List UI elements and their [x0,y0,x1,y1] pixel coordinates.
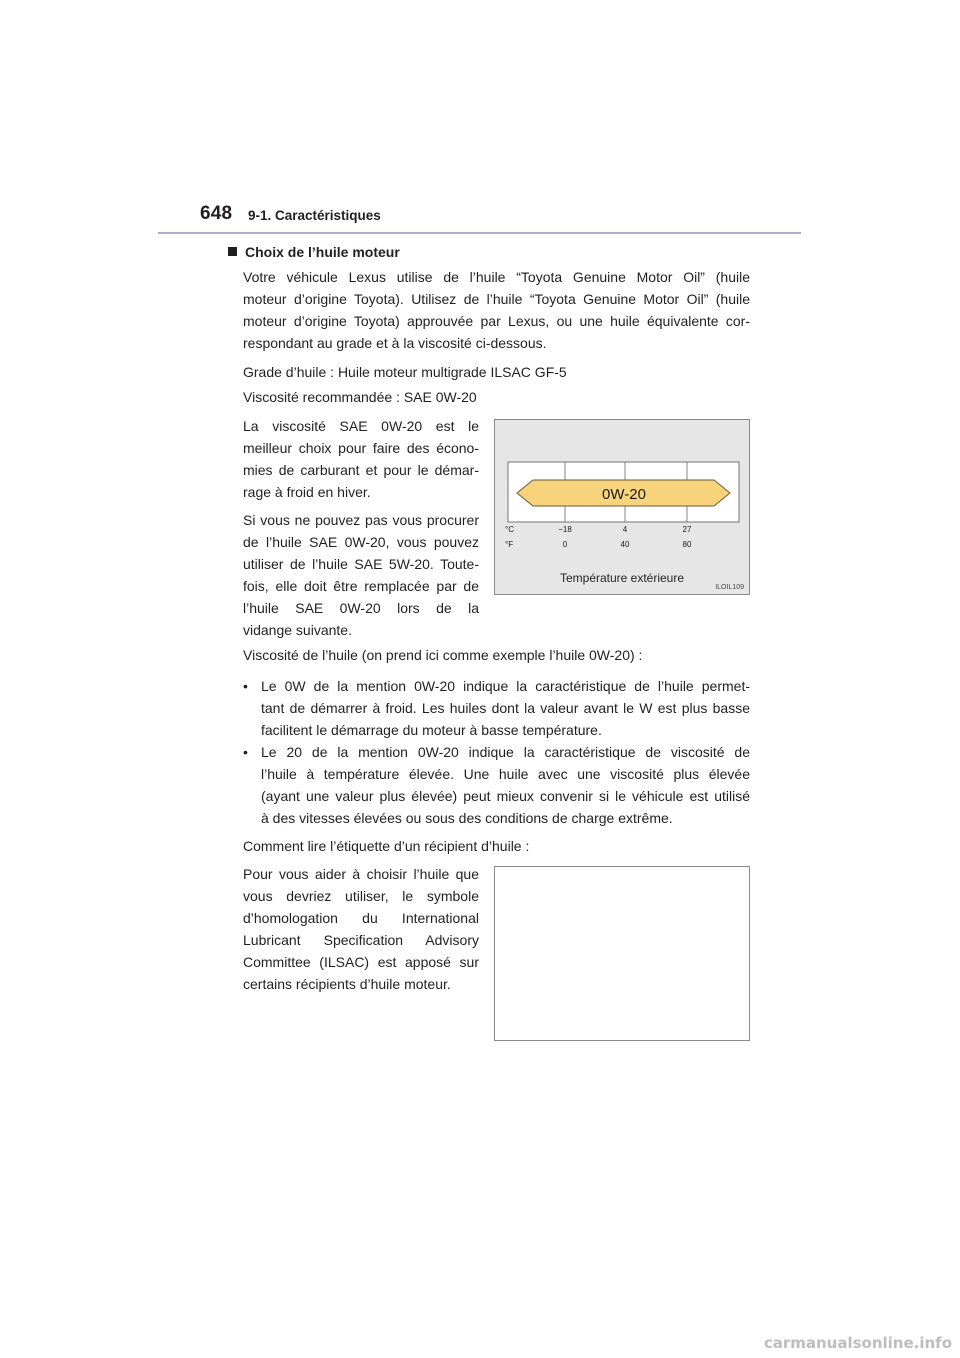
text-line: moteur d’origine Toyota) approuvée par Lexus, ou une huile équivalente cor- [243,313,750,329]
text-line: utiliser de l’huile SAE 5W-20. Toute- [243,556,479,572]
text-line: Committee (ILSAC) est apposé sur [243,954,479,970]
text-line: vidange suivante. [243,622,352,638]
text-line: l’huile SAE 0W-20 lors de la [243,600,479,616]
text-line: Lubricant Specification Advisory [243,932,479,948]
alternative-oil-paragraph [243,509,479,641]
bullet-item [243,675,750,741]
text-line: Si vous ne pouvez pas vous procurer [243,512,479,528]
ilsac-symbol-image-frame [494,866,750,1041]
text-line: meilleur choix pour faire des écono- [243,440,479,456]
text-line: Le 20 de la mention 0W-20 indique la caractéristique de viscosité de [261,744,750,760]
text-line: La viscosité SAE 0W-20 est le [243,418,479,434]
grade-label: 0W-20 [602,486,646,503]
oil-grade: Grade d’huile : Huile moteur multigrade ILSAC GF-5 [243,364,567,380]
section-title: 9-1. Caractéristiques [248,208,381,223]
text-line: (ayant une valeur plus élevée) peut mieux convenir si le véhicule est utilisé [261,788,750,804]
watermark: carmanualsonline.info [763,1334,952,1352]
text-line: rage à froid en hiver. [243,484,371,500]
fahrenheit-tick: 80 [682,540,692,549]
celsius-tick: −18 [558,525,572,534]
page-number: 648 [200,203,233,224]
text-line: de l’huile SAE 0W-20, vous pouvez [243,534,479,550]
fahrenheit-tick: 0 [562,540,568,549]
celsius-unit: °C [505,525,514,534]
celsius-tick: 27 [682,525,692,534]
text-line: Votre véhicule Lexus utilise de l’huile “Toyota Genuine Motor Oil” (huile [243,269,750,285]
label-reading-intro: Comment lire l’étiquette d’un récipient d’huile : [243,838,530,854]
viscosity-temperature-figure [494,419,750,595]
viscosity-example-intro: Viscosité de l’huile (on prend ici comme exemple l’huile 0W-20) : [243,647,643,663]
bullet-dot: • [243,744,248,760]
heading-text: Choix de l’huile moteur [245,244,400,260]
text-line: moteur d’origine Toyota). Utilisez de l’huile “Toyota Genuine Motor Oil” (huile [243,291,750,307]
intro-paragraph [243,266,750,354]
figure-code: ILOIL109 [715,584,744,591]
text-line: d’homologation du International [243,910,479,926]
text-line: certains récipients d’huile moteur. [243,976,451,992]
ilsac-paragraph [243,863,479,995]
text-line: tant de démarrer à froid. Les huiles dont la valeur avant le W est plus basse [261,700,750,716]
figure-caption: Température extérieure [559,571,685,585]
text-line: l’huile à température élevée. Une huile avec une viscosité plus élevée [261,766,750,782]
bullet-dot: • [243,678,248,694]
header-divider [158,232,801,234]
text-line: Le 0W de la mention 0W-20 indique la caractéristique de l’huile permet- [261,678,750,694]
viscosity-paragraph [243,415,479,503]
bullet-item [243,741,750,829]
text-line: vous devriez utiliser, le symbole [243,888,479,904]
text-line: fois, elle doit être remplacée par de [243,578,479,594]
section-heading [228,241,400,263]
text-line: Pour vous aider à choisir l’huile que [243,866,479,882]
text-line: facilitent le démarrage du moteur à basse température. [261,722,602,738]
text-line: respondant au grade et à la viscosité ci-dessous. [243,335,547,351]
fahrenheit-unit: °F [505,540,514,549]
viscosity-chart [495,420,749,594]
celsius-tick: 4 [622,525,628,534]
square-bullet-icon [228,247,237,256]
recommended-viscosity: Viscosité recommandée : SAE 0W-20 [243,389,477,405]
text-line: mies de carburant et pour le démar- [243,462,479,478]
text-line: à des vitesses élevées ou sous des conditions de charge extrême. [261,810,673,826]
fahrenheit-tick: 40 [620,540,630,549]
